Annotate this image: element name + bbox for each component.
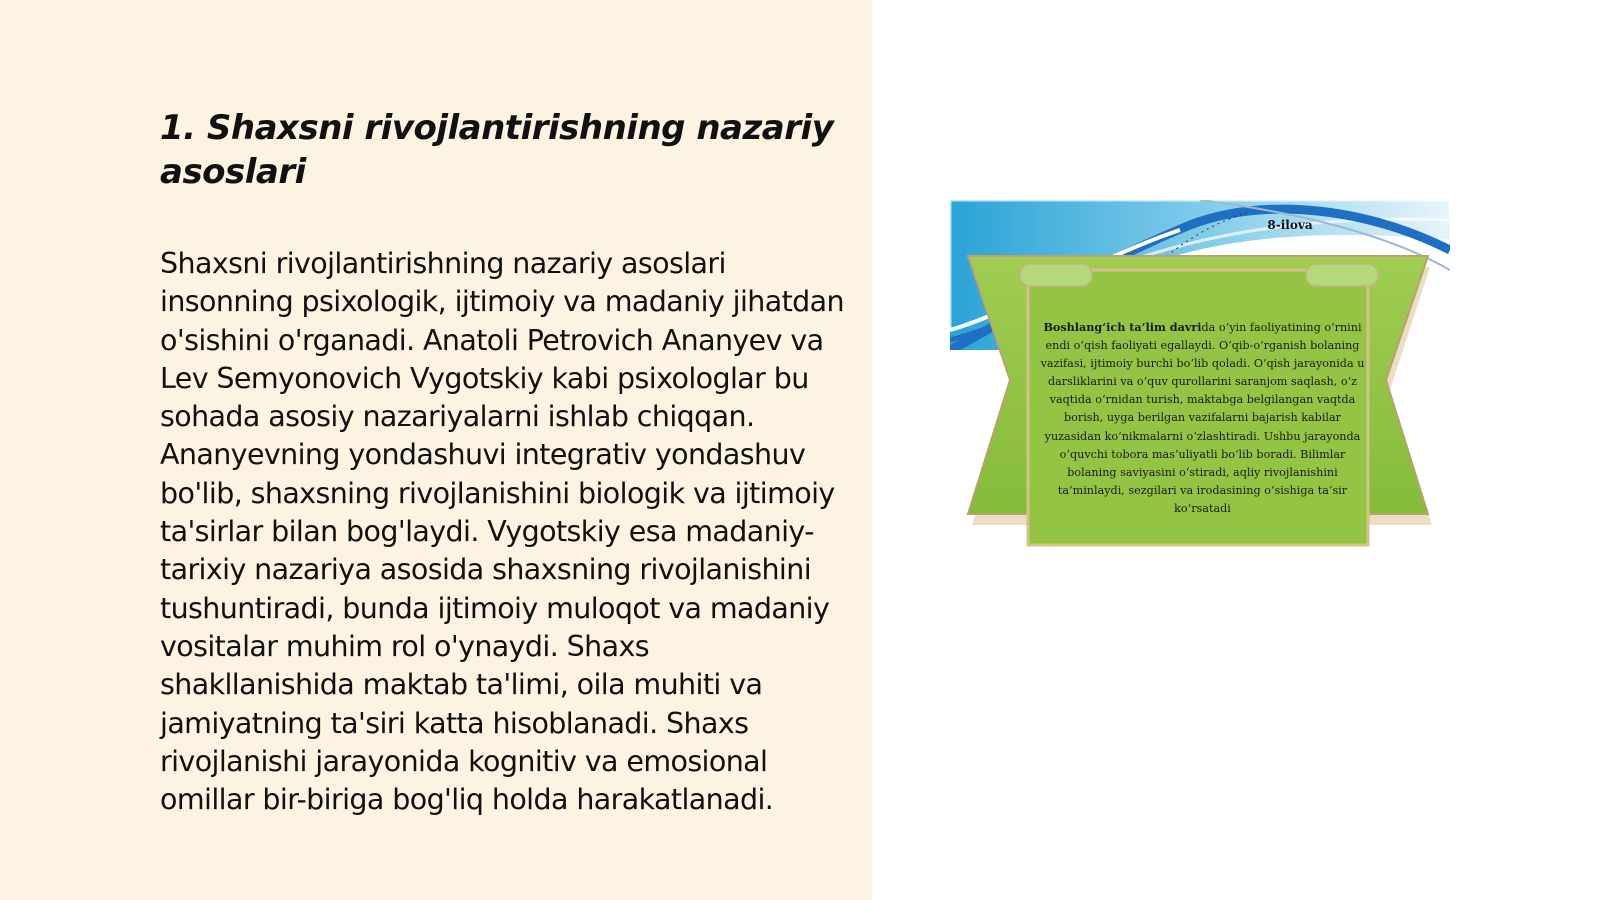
slide-title: 1. Shaxsni rivojlantirishning nazariy asoslari xyxy=(160,108,834,192)
figure-text-rest: da o‘yin faoliyatining o‘rnini endi o‘qish faoliyati egallaydi. O‘qib-o‘rganish bolaning vazifasi, ijtimoiy burchi bo‘lib qoladi. O‘qish jarayonida u darsliklarini va o‘quv qurollarini saranjom saqlash, o‘z vaqtida o‘rnidan turish, maktabga belgilangan vaqtda borish, uyga berilgan vazifalarni bajarish kabilar yuzasidan ko‘nikmalarni o‘zlashtiradi. Ushbu jarayonda o‘quvchi tobora mas’uliyatli bo‘lib boradi. Bilimlar bolaning saviyasini o‘stiradi, aqliy rivojlanishini ta’minlaydi, sezgilari va irodasining o‘sishiga ta’sir ko‘rsatadi xyxy=(1040,321,1365,515)
slide-body-text: Shaxsni rivojlantirishning nazariy asoslari insonning psixologik, ijtimoiy va madaniy jihatdan o'sishini o'rganadi. Anatoli Petrovich Ananyev va Lev Semyonovich Vygotskiy kabi psixologlar bu sohada asosiy nazariyalarni ishlab chiqqan. Ananyevning yondashuvi integrativ yondashuv bo'lib, shaxsning rivojlanishini biologik va ijtimoiy ta'sirlar bilan bog'laydi. Vygotskiy esa madaniy-tarixiy nazariya asosida shaxsning rivojlanishini tushuntiradi, bunda ijtimoiy muloqot va madaniy vositalar muhim rol o'ynaydi. Shaxs shakllanishida maktab ta'limi, oila muhiti va jamiyatning ta'siri katta hisoblanadi. Shaxs rivojlanishi jarayonida kognitiv va emosional omillar bir-biriga bog'liq holda harakatlanadi. xyxy=(160,247,845,817)
figure-label: 8-ilova xyxy=(1267,218,1313,232)
figure-text-bold: Boshlang‘ich ta’lim davri xyxy=(1043,320,1202,334)
figure-caption-text xyxy=(1040,318,1365,518)
